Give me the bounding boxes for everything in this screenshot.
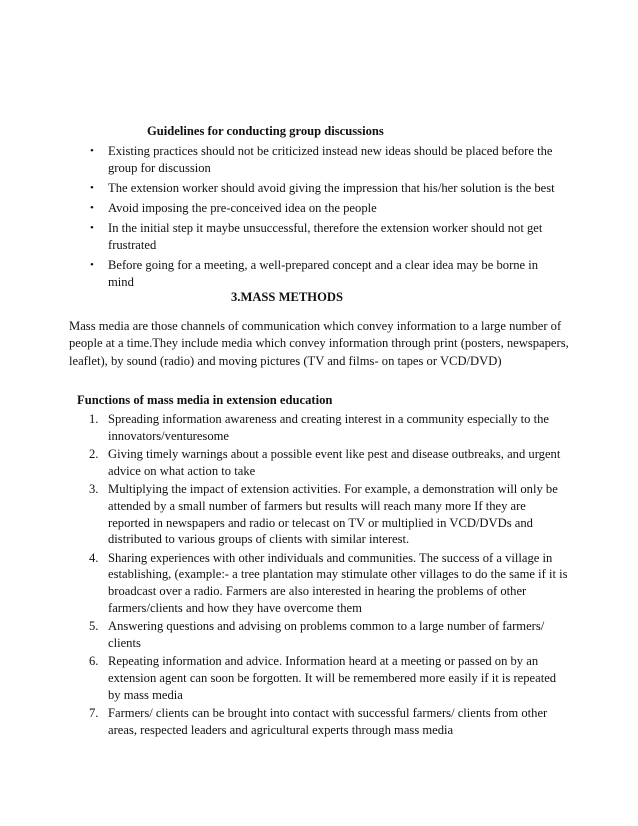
guideline-item (0, 257, 638, 291)
guideline-text: The extension worker should avoid giving the impression that his/her solution is the best (108, 181, 555, 195)
mass-methods-paragraph: Mass media are those channels of communication which convey information to a large number of people at a time.They include media which convey information through print (posters, newspapers, leaflet), by sound (radio) and moving pictures (TV and films- on tapes or VCD/DVD) (69, 319, 569, 368)
function-item (0, 411, 638, 444)
bullet-icon: • (90, 202, 94, 214)
function-text: Giving timely warnings about a possible event like pest and disease outbreaks, and urgent advice on what action to take (108, 447, 561, 478)
mass-methods-heading: 3.MASS METHODS (231, 290, 343, 304)
function-text: Spreading information awareness and creating interest in a community especially to the innovators/venturesome (108, 412, 549, 443)
guidelines-list (0, 143, 638, 294)
guideline-item (0, 143, 638, 177)
guideline-item (0, 200, 638, 217)
functions-heading: Functions of mass media in extension education (77, 393, 333, 407)
bullet-icon: • (90, 259, 94, 271)
guideline-item (0, 180, 638, 197)
item-number: 2. (89, 447, 99, 462)
function-text: Sharing experiences with other individuals and communities. The success of a village in establishing, (example:- a tree plantation may stimulate other villages to do the same if it is broadcast over a radio. Farmers are also interested in hearing the problems of other farmers/clients and how they have overcome them (108, 550, 568, 615)
function-item (0, 653, 638, 703)
function-item (0, 481, 638, 547)
item-number: 3. (89, 482, 99, 497)
bullet-icon: • (90, 222, 94, 234)
function-text: Answering questions and advising on problems common to a large number of farmers/ clients (108, 619, 545, 650)
guideline-text: In the initial step it maybe unsuccessful, therefore the extension worker should not get frustrated (108, 221, 543, 252)
item-number: 7. (89, 706, 99, 721)
item-number: 5. (89, 619, 99, 634)
item-number: 4. (89, 550, 99, 565)
guideline-item (0, 220, 638, 254)
guidelines-heading: Guidelines for conducting group discussions (147, 124, 384, 138)
function-text: Multiplying the impact of extension activities. For example, a demonstration will only be attended by a small number of farmers but results will reach many more If they are reported in newspapers and radio or telecast on TV or multiplied in VCD/DVDs and distributed to various groups of clients with similar interest. (108, 482, 558, 547)
functions-list (0, 411, 638, 740)
bullet-icon: • (90, 145, 94, 157)
item-number: 6. (89, 654, 99, 669)
function-item (0, 618, 638, 651)
function-text: Repeating information and advice. Information heard at a meeting or passed on by an extension agent can soon be forgotten. It will be remembered more easily if it is repeated by mass media (108, 654, 557, 702)
function-item (0, 446, 638, 479)
guideline-text: Existing practices should not be criticized instead new ideas should be placed before the group for discussion (108, 144, 553, 175)
bullet-icon: • (90, 182, 94, 194)
function-item (0, 550, 638, 616)
guideline-text: Avoid imposing the pre-conceived idea on the people (108, 201, 377, 215)
function-text: Farmers/ clients can be brought into contact with successful farmers/ clients from other areas, respected leaders and agricultural experts through mass media (108, 706, 548, 737)
item-number: 1. (89, 412, 99, 426)
function-item (0, 705, 638, 738)
guideline-text: Before going for a meeting, a well-prepared concept and a clear idea may be borne in mind (108, 258, 539, 289)
